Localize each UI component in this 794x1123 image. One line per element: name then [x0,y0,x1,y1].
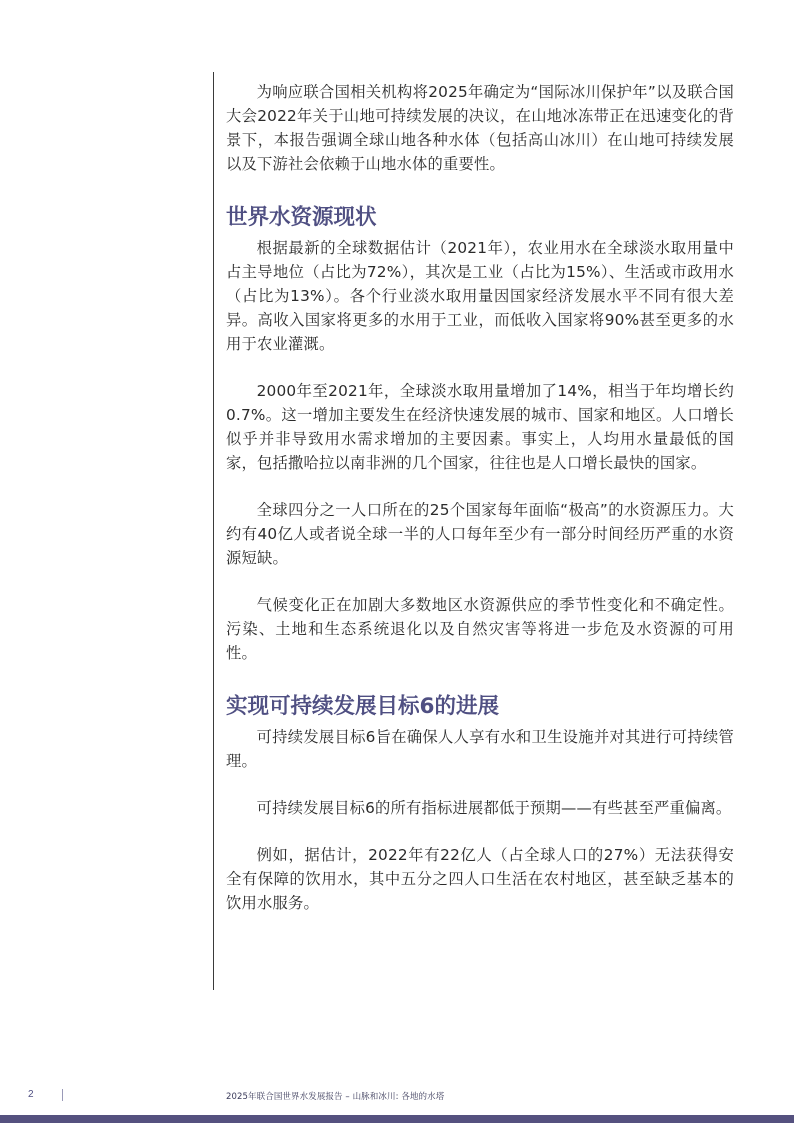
left-vertical-rule [213,72,214,990]
paragraph-sdg6-goal: 可持续发展目标6旨在确保人人享有水和卫生设施并对其进行可持续管理。 [226,728,734,770]
paragraph-drinking-water: 例如，据估计，2022年有22亿人（占全球人口的27%）无法获得安全有保障的饮用水，其中五分之四人口生活在农村地区，甚至缺乏基本的饮用水服务。 [226,846,734,912]
page-number: 2 [28,1089,34,1100]
section-heading-sdg6-progress: 实现可持续发展目标6的进展 [226,694,499,719]
footer-separator [62,1089,63,1101]
footer-report-title: 2025年联合国世界水发展报告 – 山脉和冰川: 各地的水塔 [226,1092,445,1102]
paragraph-climate-change: 气候变化正在加剧大多数地区水资源供应的季节性变化和不确定性。污染、土地和生态系统退化以及自然灾害等将进一步危及水资源的可用性。 [226,596,734,662]
paragraph-withdrawal-growth: 2000年至2021年，全球淡水取用量增加了14%，相当于年均增长约0.7%。这一增加主要发生在经济快速发展的城市、国家和地区。人口增长似乎并非导致用水需求增加的主要因素。事实上，人均用水量最低的国家，包括撒哈拉以南非洲的几个国家，往往也是人口增长最快的国家。 [226,382,734,472]
main-content [226,80,734,938]
paragraph-water-withdrawal: 根据最新的全球数据估计（2021年），农业用水在全球淡水取用量中占主导地位（占比为72%），其次是工业（占比为15%）、生活或市政用水（占比为13%）。各个行业淡水取用量因国家经济发展水平不同有很大差异。高收入国家将更多的水用于工业，而低收入国家将90%甚至更多的水用于农业灌溉。 [226,239,734,353]
section-heading-water-status: 世界水资源现状 [226,205,377,230]
intro-paragraph: 为响应联合国相关机构将2025年确定为“国际冰川保护年”以及联合国大会2022年关于山地可持续发展的决议，在山地冰冻带正在迅速变化的背景下，本报告强调全球山地各种水体（包括高山冰川）在山地可持续发展以及下游社会依赖于山地水体的重要性。 [226,83,734,173]
paragraph-sdg6-indicators: 可持续发展目标6的所有指标进展都低于预期——有些甚至严重偏离。 [256,799,732,817]
bottom-color-band [0,1115,794,1123]
paragraph-water-stress: 全球四分之一人口所在的25个国家每年面临“极高”的水资源压力。大约有40亿人或者说全球一半的人口每年至少有一部分时间经历严重的水资源短缺。 [226,501,734,567]
page-footer [0,1087,794,1107]
